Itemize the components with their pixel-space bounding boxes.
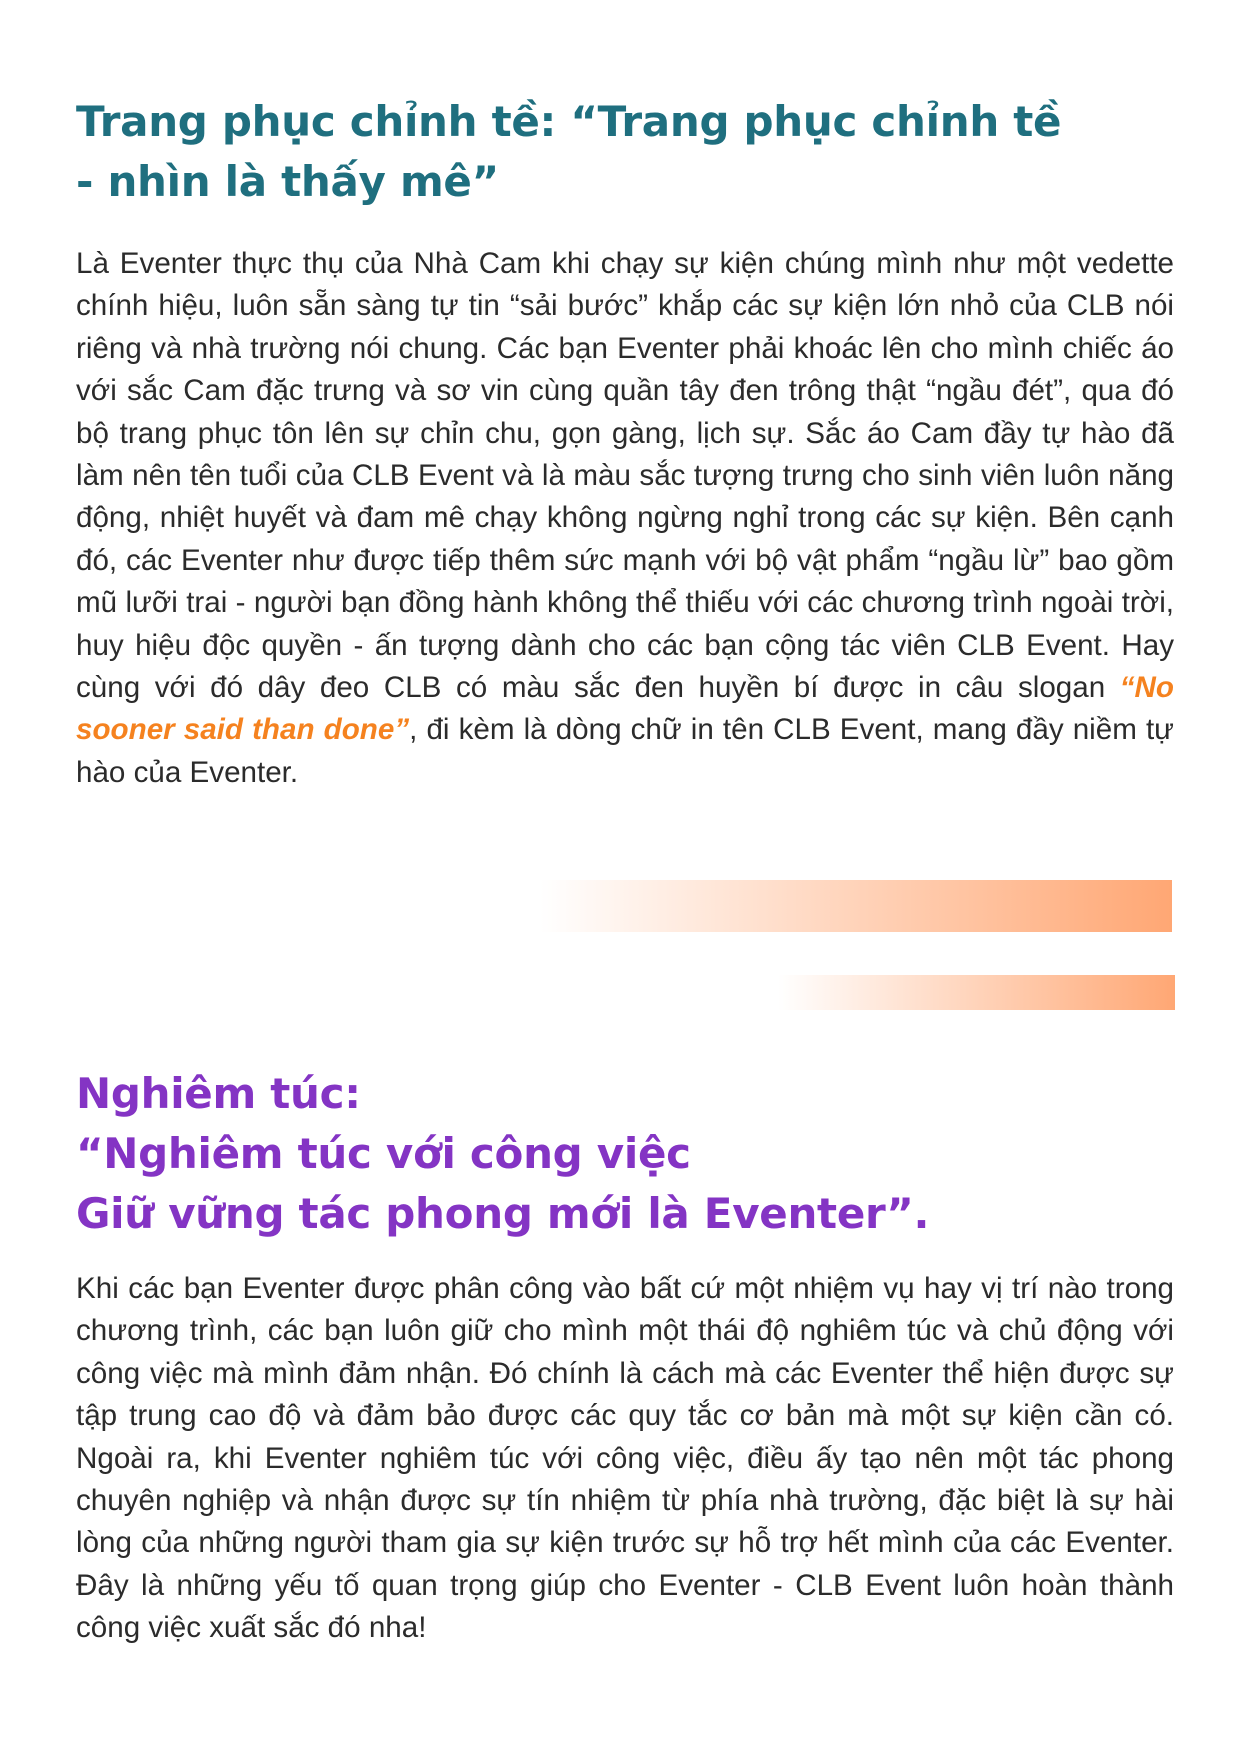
section-2-paragraph: Khi các bạn Eventer được phân công vào bất cứ một nhiệm vụ hay vị trí nào trong chương trình, các bạn luôn giữ cho mình một thái độ nghiêm túc và chủ động với công việc mà mình đảm nhận. Đó chính là cách mà các Eventer thể hiện được sự tập trung cao độ và đảm bảo được các quy tắc cơ bản mà một sự kiện cần có. Ngoài ra, khi Eventer nghiêm túc với công việc, điều ấy tạo nên một tác phong chuyên nghiệp và nhận được sự tín nhiệm từ phía nhà trường, đặc biệt là sự hài lòng của những người tham gia sự kiện trước sự hỗ trợ hết mình của các Eventer. Đây là những yếu tố quan trọng giúp cho Eventer - CLB Event luôn hoàn thành công việc xuất sắc đó nha! — [76, 1272, 1174, 1645]
section-1-heading-line-1: Trang phục chỉnh tề: “Trang phục chỉnh tề — [76, 97, 1062, 146]
slogan-highlight: “No sooner said than done” — [76, 671, 1174, 747]
section-1-heading-line-2: - nhìn là thấy mê” — [76, 157, 499, 206]
section-1-heading — [76, 92, 1176, 212]
section-1-paragraph — [76, 243, 1174, 794]
section-2-heading-line-3: Giữ vững tác phong mới là Eventer”. — [76, 1189, 930, 1238]
section-2-heading-line-1: Nghiêm túc: — [76, 1069, 361, 1118]
section-2-heading-line-2: “Nghiêm túc với công việc — [76, 1129, 691, 1178]
section-1-paragraph-text-end: , đi kèm là dòng chữ in tên CLB Event, mang đầy niềm tự hào của Eventer. — [76, 713, 1174, 789]
decorative-gradient-bar-large — [540, 880, 1172, 932]
decorative-gradient-bar-small — [778, 975, 1175, 1010]
section-2-heading — [76, 1064, 1176, 1244]
section-1-paragraph-text: Là Eventer thực thụ của Nhà Cam khi chạy sự kiện chúng mình như một vedette chính hiệu, luôn sẵn sàng tự tin “sải bước” khắp các sự kiện lớn nhỏ của CLB nói riêng và nhà trường nói chung. Các bạn Eventer phải khoác lên cho mình chiếc áo với sắc Cam đặc trưng và sơ vin cùng quần tây đen trông thật “ngầu đét”, qua đó bộ trang phục tôn lên sự chỉn chu, gọn gàng, lịch sự. Sắc áo Cam đầy tự hào đã làm nên tên tuổi của CLB Event và là màu sắc tượng trưng cho sinh viên luôn năng động, nhiệt huyết và đam mê chạy không ngừng nghỉ trong các sự kiện. Bên cạnh đó, các Eventer như được tiếp thêm sức mạnh với bộ vật phẩm “ngầu lừ” bao gồm mũ lưỡi trai - người bạn đồng hành không thể thiếu với các chương trình ngoài trời, huy hiệu độc quyền - ấn tượng dành cho các bạn cộng tác viên CLB Event. Hay cùng với đó dây đeo CLB có màu sắc đen huyền bí được in câu slogan — [76, 247, 1174, 705]
